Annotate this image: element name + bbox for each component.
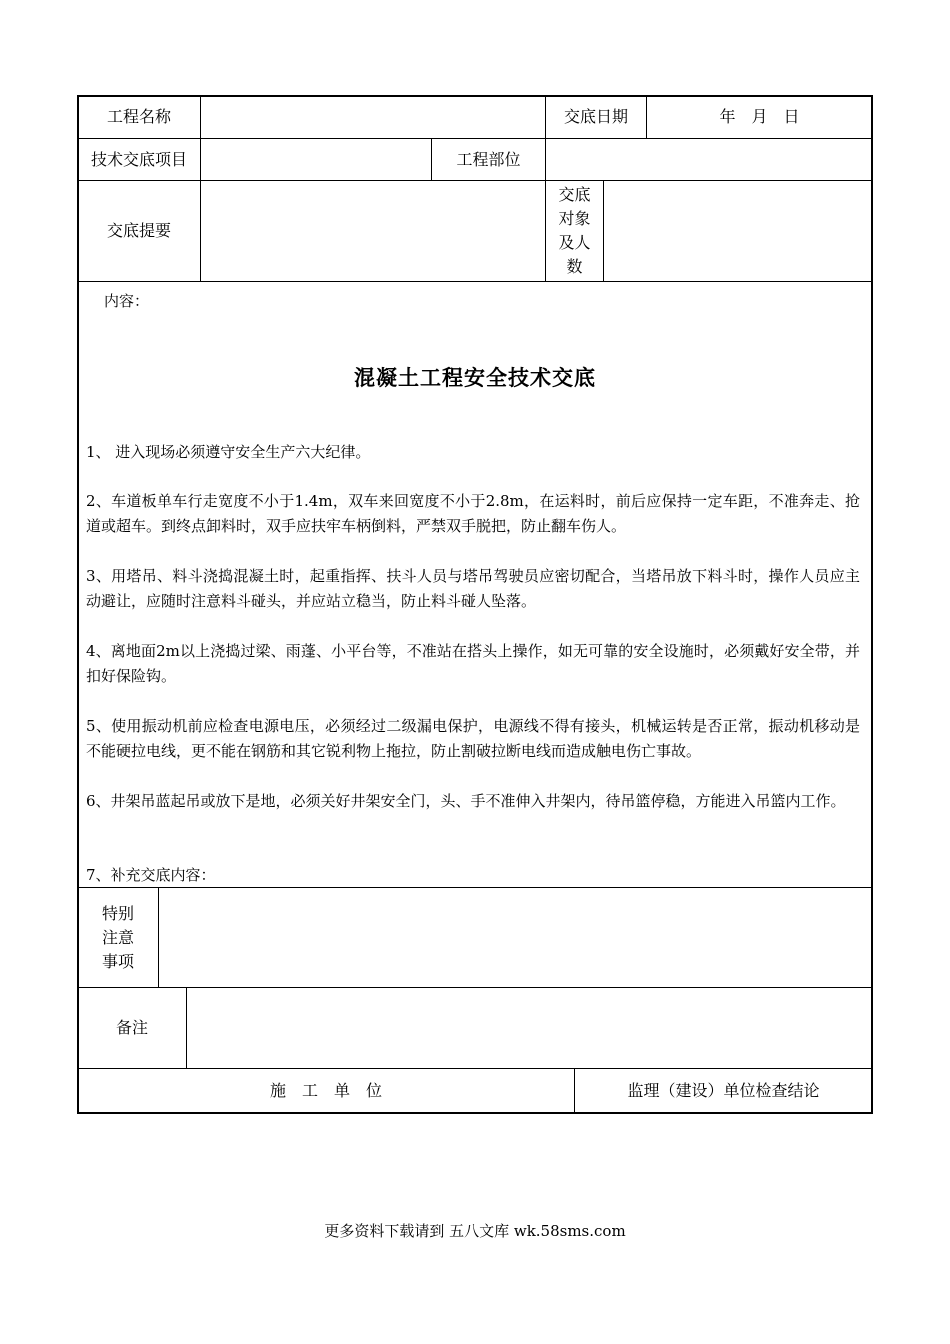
- target-field[interactable]: [604, 181, 872, 281]
- special-label-line: 事项: [101, 951, 134, 971]
- target-label-line: 及人: [558, 233, 591, 252]
- part-field[interactable]: [546, 139, 872, 180]
- item-field[interactable]: [201, 139, 431, 180]
- row-divider-3: [78, 281, 872, 282]
- content-label: 内容：: [104, 292, 150, 310]
- date-label: 交底日期: [563, 107, 628, 126]
- content-item-7: 7、补充交底内容：: [86, 866, 216, 884]
- content-item-4: 4、离地面2m以上浇捣过梁、雨蓬、小平台等，不准站在搭头上操作，如无可靠的安全设施时，必须戴好安全带，并扣好保险钩。: [86, 642, 860, 685]
- target-label: [546, 181, 603, 281]
- supervision-unit-label: 监理（建设）单位检查结论: [627, 1081, 820, 1100]
- content-item-1: 1、 进入现场必须遵守安全生产六大纪律。: [86, 443, 371, 461]
- part-label: 工程部位: [456, 149, 521, 169]
- project-name-label: 工程名称: [106, 107, 171, 126]
- target-label-line: 交底: [558, 185, 591, 204]
- construction-unit-label: 施 工 单 位: [269, 1081, 382, 1100]
- item-label: 技术交底项目: [90, 149, 187, 169]
- footer-text: 更多资料下载请到 五八文库 wk.58sms.com: [324, 1222, 626, 1240]
- special-label-line: 特别: [101, 903, 134, 923]
- content-item-3: 3、用塔吊、料斗浇捣混凝土时，起重指挥、扶斗人员与塔吊驾驶员应密切配合，当塔吊放下料斗时，操作人员应主动避让，应随时注意料斗碰头，并应站立稳当，防止料斗碰人坠落。: [86, 567, 860, 610]
- summary-field[interactable]: [201, 181, 545, 281]
- summary-label: 交底提要: [106, 221, 171, 240]
- target-label-line: 数: [566, 257, 583, 276]
- special-label-line: 注意: [101, 927, 134, 947]
- remarks-field[interactable]: [187, 988, 872, 1068]
- document-title: 混凝土工程安全技术交底: [354, 365, 596, 390]
- target-label-line: 对象: [558, 209, 591, 228]
- content-item-2: 2、车道板单车行走宽度不小于1.4m，双车来回宽度不小于2.8m，在运料时，前后应保持一定车距，不准奔走、抢道或超车。到终点卸料时，双手应扶牢车柄倒料，严禁双手脱把，防止翻车伤人。: [86, 492, 860, 535]
- remarks-label: 备注: [115, 1018, 148, 1037]
- project-name-field[interactable]: [201, 96, 545, 138]
- date-field[interactable]: 年 月 日: [719, 107, 800, 126]
- special-notes-field[interactable]: [159, 888, 872, 987]
- special-notes-label: [78, 888, 158, 987]
- content-item-5: 5、使用振动机前应检查电源电压，必须经过二级漏电保护，电源线不得有接头，机械运转是否正常，振动机移动是不能硬拉电线，更不能在钢筋和其它锐利物上拖拉，防止割破拉断电线而造成触电伤亡事故。: [86, 717, 860, 760]
- content-item-6: 6、井架吊蓝起吊或放下是地，必须关好井架安全门，头、手不准伸入井架内，待吊篮停稳，方能进入吊篮内工作。: [86, 792, 846, 810]
